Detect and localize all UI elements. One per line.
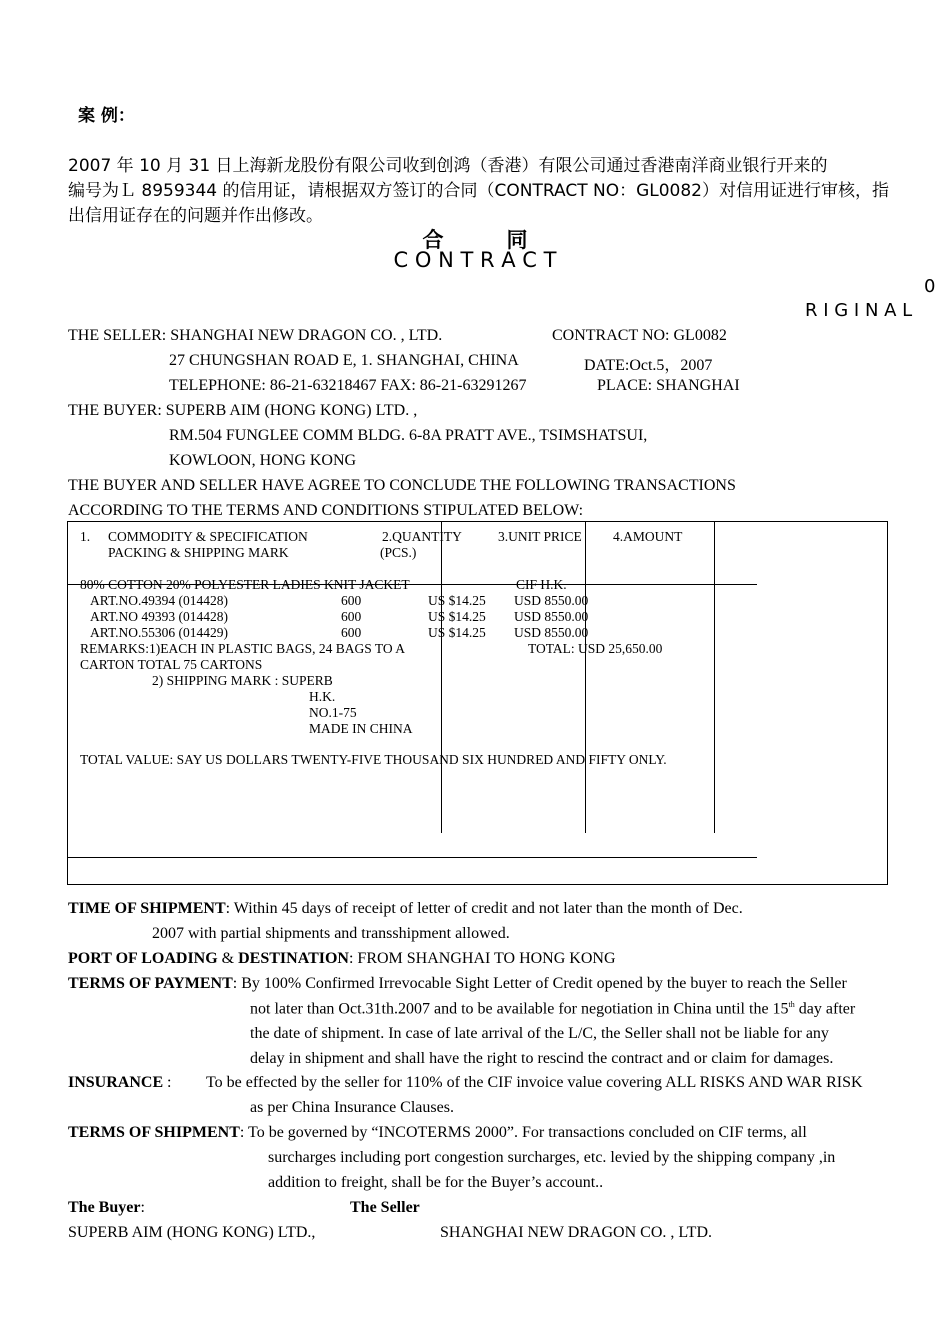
buyer-sign-name: SUPERB AIM (HONG KONG) LTD., (68, 1224, 316, 1241)
row-1-art: ART.NO.49394 (014428) (90, 593, 229, 608)
case-heading: 案 例： (78, 106, 135, 126)
row-3-qty: 600 (341, 625, 362, 640)
original-letter-o: 0 (924, 276, 936, 297)
col-header-unit-price: 3.UNIT PRICE (498, 529, 582, 544)
col-header-quantity: 2.QUANTITY (382, 529, 462, 544)
row-2-amount: USD 8550.00 (514, 609, 589, 624)
goods-table (67, 521, 888, 885)
shipping-mark-line-1: H.K. (309, 689, 336, 704)
terms-of-shipment-line-3: addition to freight, shall be for the Buyer’s account.. (268, 1174, 604, 1191)
row-2-qty: 600 (341, 609, 362, 624)
col-header-packing: PACKING & SHIPPING MARK (108, 545, 289, 560)
terms-of-payment: TERMS OF PAYMENT: By 100% Confirmed Irrevocable Sight Letter of Credit opened by the buyer to reach the Seller (68, 975, 847, 992)
col-1-number: 1. (80, 529, 91, 544)
contract-title-en: C O N T R A C T (393, 248, 557, 272)
row-1-amount: USD 8550.00 (514, 593, 589, 608)
row-2-price: US $14.25 (428, 609, 486, 624)
total-amount: TOTAL: USD 25,650.00 (528, 641, 663, 656)
insurance-colon: : (167, 1074, 172, 1091)
terms-of-payment-line-3: the date of shipment. In case of late arrival of the L/C, the Seller shall not be liable for any (250, 1025, 829, 1042)
insurance-label: INSURANCE (68, 1074, 164, 1091)
row-3-art: ART.NO.55306 (014429) (90, 625, 229, 640)
remarks-line-1: REMARKS:1)EACH IN PLASTIC BAGS, 24 BAGS TO A (80, 641, 406, 656)
time-of-shipment: TIME OF SHIPMENT: Within 45 days of receipt of letter of credit and not later than the month of Dec. (68, 900, 743, 917)
seller-line: THE SELLER: SHANGHAI NEW DRAGON CO. , LTD. (68, 327, 443, 344)
contract-number: CONTRACT NO: GL0082 (552, 327, 727, 344)
contract-place: PLACE: SHANGHAI (597, 377, 740, 394)
contract-date: DATE:Oct.5，2007 (584, 357, 713, 374)
terms-of-payment-line-4: delay in shipment and shall have the right to rescind the contract and or claim for damages. (250, 1050, 834, 1067)
col-header-pcs: (PCS.) (380, 545, 417, 560)
intro-line-1: 2007 年 10 月 31 日上海新龙股份有限公司收到创鸿（香港）有限公司通过香港南洋商业银行开来的 (68, 156, 828, 176)
row-2-art: ART.NO 49393 (014428) (90, 609, 229, 624)
agreement-line-1: THE BUYER AND SELLER HAVE AGREE TO CONCLUDE THE FOLLOWING TRANSACTIONS (68, 477, 736, 494)
table-col-divider-2 (585, 522, 586, 833)
seller-sign-name: SHANGHAI NEW DRAGON CO. , LTD. (440, 1224, 712, 1241)
goods-description: 80% COTTON 20% POLYESTER LADIES KNIT JACKET (80, 577, 410, 592)
trade-terms: CIF H.K. (516, 577, 567, 592)
seller-address: 27 CHUNGSHAN ROAD E, 1. SHANGHAI, CHINA (169, 352, 519, 369)
seller-sign-label: The Seller (350, 1199, 420, 1216)
table-bottom-rule (68, 857, 757, 858)
terms-of-shipment-line-2: surcharges including port congestion surcharges, etc. levied by the shipping company ,in (268, 1149, 836, 1166)
row-3-price: US $14.25 (428, 625, 486, 640)
buyer-address-1: RM.504 FUNGLEE COMM BLDG. 6-8A PRATT AVE., TSIMSHATSUI, (169, 427, 648, 444)
terms-of-shipment: TERMS OF SHIPMENT: To be governed by “INCOTERMS 2000”. For transactions concluded on CIF terms, all (68, 1124, 807, 1141)
terms-of-payment-line-2: not later than Oct.31th.2007 and to be available for negotiation in China until the 15th day after (250, 1000, 856, 1018)
intro-line-2: 编号为Ｌ 8959344 的信用证，请根据双方签订的合同（CONTRACT NO：GL0082）对信用证进行审核，指 (68, 181, 889, 201)
buyer-sign-label: The Buyer: (68, 1199, 145, 1216)
col-header-amount: 4.AMOUNT (613, 529, 683, 544)
table-col-divider-3 (714, 522, 715, 833)
buyer-address-2: KOWLOON, HONG KONG (169, 452, 357, 469)
buyer-line: THE BUYER: SUPERB AIM (HONG KONG) LTD. , (68, 402, 418, 419)
agreement-line-2: ACCORDING TO THE TERMS AND CONDITIONS STIPULATED BELOW: (68, 502, 584, 519)
row-3-amount: USD 8550.00 (514, 625, 589, 640)
total-value-words: TOTAL VALUE: SAY US DOLLARS TWENTY-FIVE THOUSAND SIX HUNDRED AND FIFTY ONLY. (80, 752, 667, 767)
contract-title-cn: 合 同 (422, 228, 528, 252)
table-col-divider-1 (441, 522, 442, 833)
shipping-mark-label: 2) SHIPPING MARK : SUPERB (152, 673, 333, 688)
col-header-commodity: COMMODITY & SPECIFICATION (108, 529, 308, 544)
original-label: R I G I N A L (805, 300, 913, 321)
intro-line-3: 出信用证存在的问题并作出修改。 (68, 206, 323, 226)
insurance-line-1: To be effected by the seller for 110% of the CIF invoice value covering ALL RISKS AND WAR RISK (206, 1074, 863, 1091)
remarks-line-2: CARTON TOTAL 75 CARTONS (80, 657, 263, 672)
port-of-loading: PORT OF LOADING & DESTINATION: FROM SHANGHAI TO HONG KONG (68, 950, 616, 967)
shipping-mark-line-2: NO.1-75 (309, 705, 357, 720)
row-1-price: US $14.25 (428, 593, 486, 608)
row-1-qty: 600 (341, 593, 362, 608)
insurance-line-2: as per China Insurance Clauses. (250, 1099, 454, 1116)
shipping-mark-line-3: MADE IN CHINA (309, 721, 413, 736)
seller-phone: TELEPHONE: 86-21-63218467 FAX: 86-21-63291267 (169, 377, 527, 394)
time-of-shipment-cont: 2007 with partial shipments and transshipment allowed. (152, 925, 510, 942)
